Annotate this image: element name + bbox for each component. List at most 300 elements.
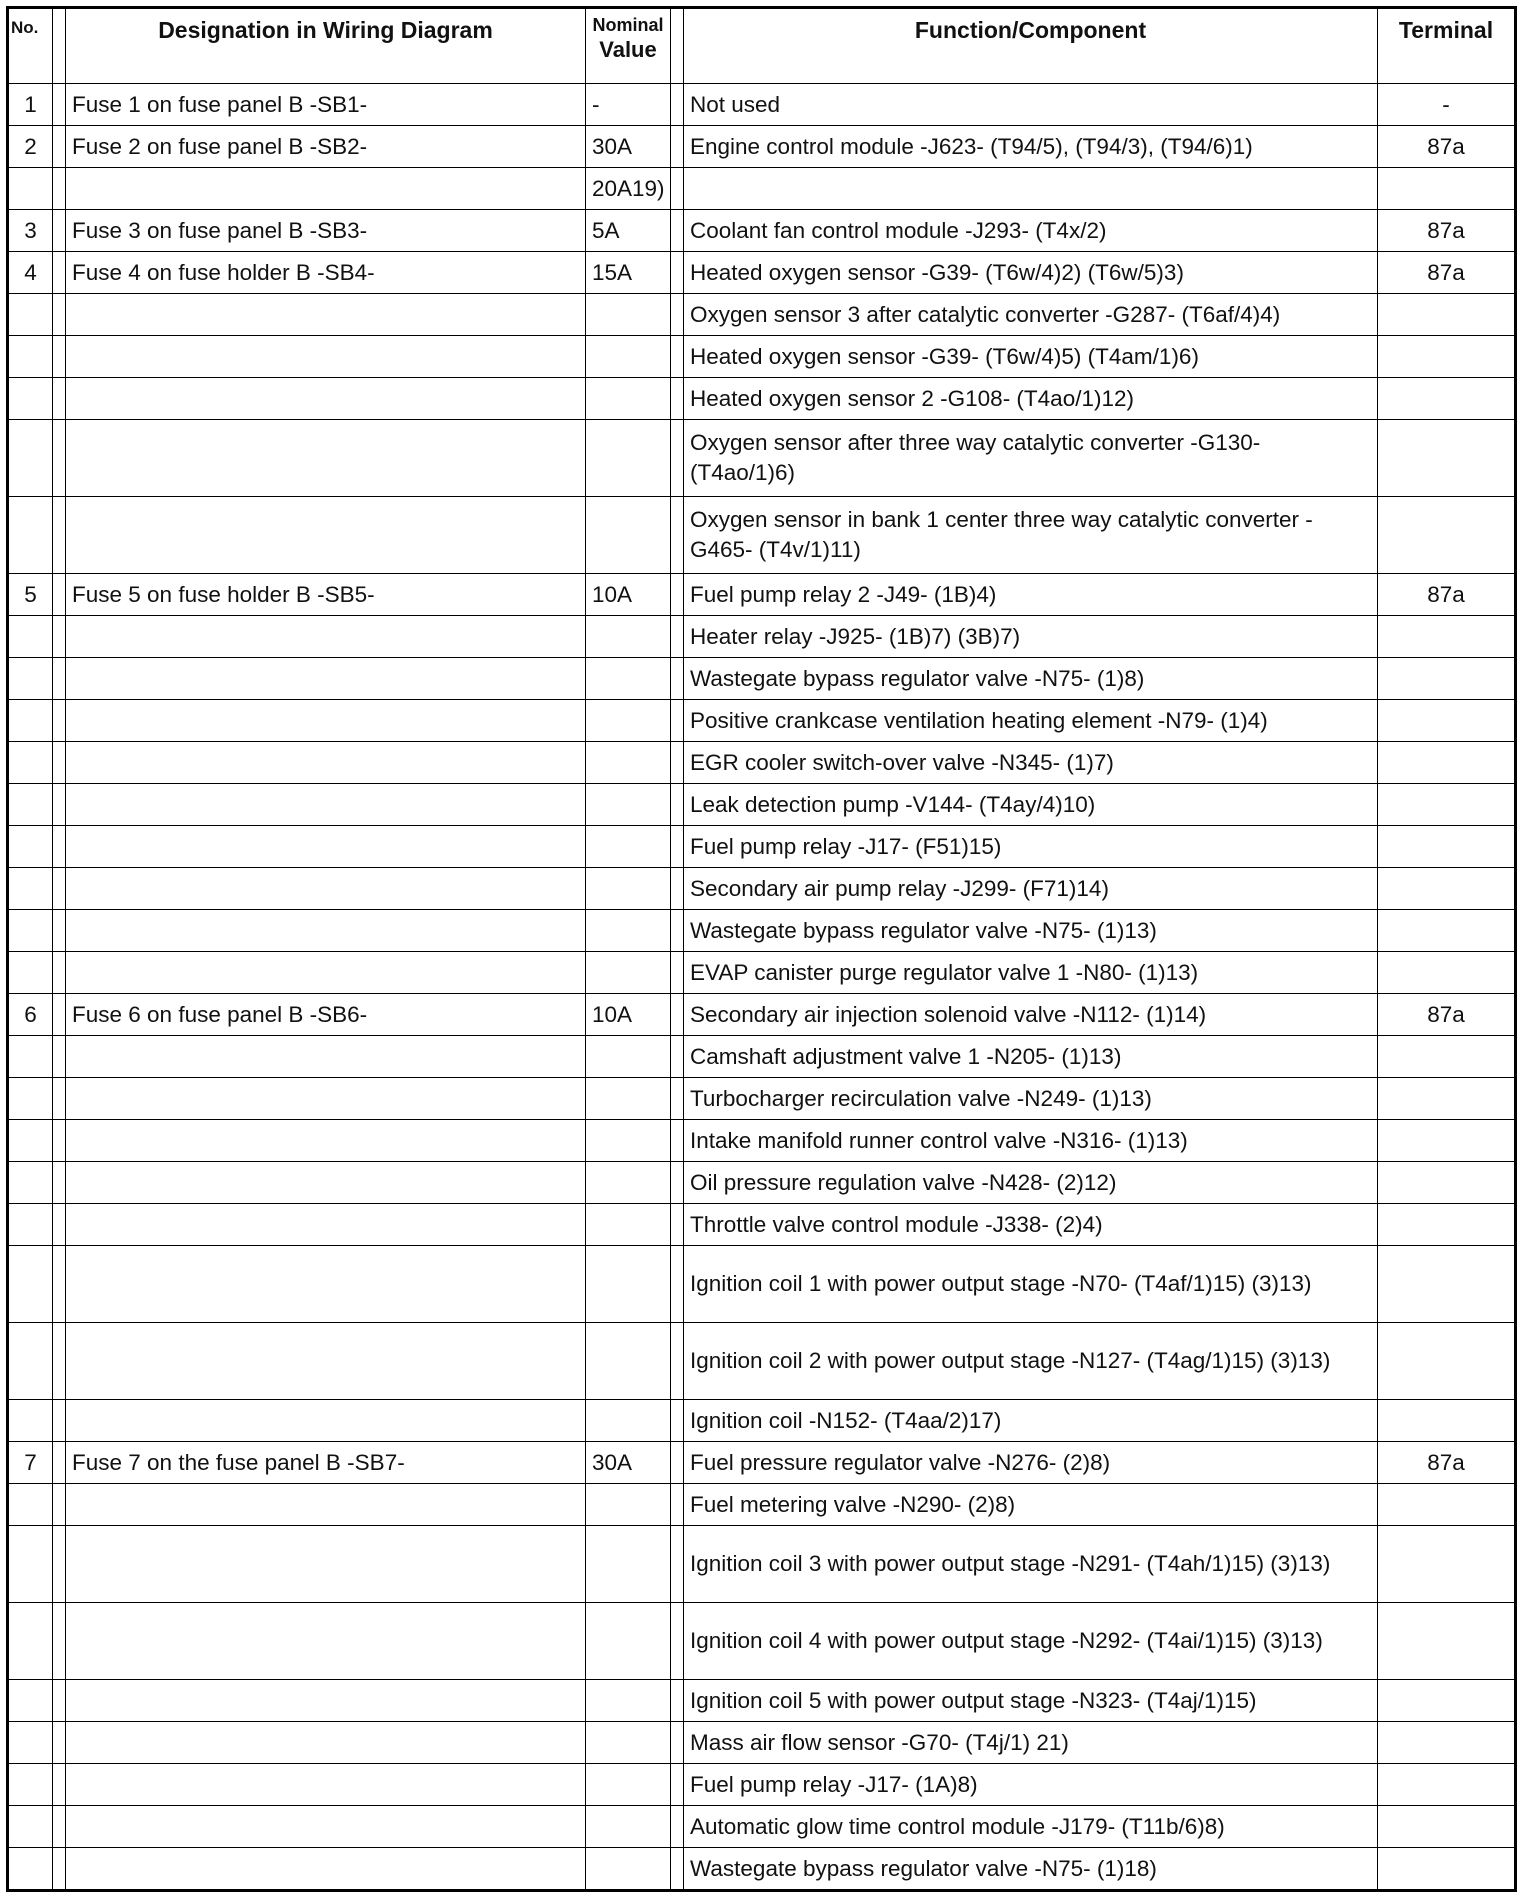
spacer-cell: [53, 826, 66, 868]
no-cell: 7: [8, 1442, 53, 1484]
designation-cell: Fuse 6 on fuse panel B -SB6-: [66, 994, 586, 1036]
function-component-cell: Ignition coil 3 with power output stage -N291- (T4ah/1)15) (3)13): [684, 1526, 1378, 1603]
terminal-cell: [1378, 658, 1516, 700]
table-row: [8, 1722, 1516, 1764]
terminal-cell: [1378, 700, 1516, 742]
spacer-cell: [671, 1722, 684, 1764]
nominal-value-cell: [586, 784, 671, 826]
terminal-cell: [1378, 1603, 1516, 1680]
table-row: [8, 1764, 1516, 1806]
table-row: [8, 952, 1516, 994]
terminal-cell: [1378, 1120, 1516, 1162]
terminal-cell: 87a: [1378, 210, 1516, 252]
terminal-cell: 87a: [1378, 1442, 1516, 1484]
designation-cell: Fuse 7 on the fuse panel B -SB7-: [66, 1442, 586, 1484]
no-cell: 4: [8, 252, 53, 294]
spacer-cell: [671, 1442, 684, 1484]
spacer-cell: [53, 1120, 66, 1162]
no-cell: [8, 1722, 53, 1764]
nominal-value-cell: 15A: [586, 252, 671, 294]
no-cell: [8, 168, 53, 210]
nominal-value-cell: [586, 1246, 671, 1323]
no-cell: [8, 826, 53, 868]
spacer-cell: [53, 1204, 66, 1246]
terminal-cell: [1378, 378, 1516, 420]
spacer-cell: [671, 1323, 684, 1400]
designation-cell: Fuse 5 on fuse holder B -SB5-: [66, 574, 586, 616]
table-row: [8, 168, 1516, 210]
function-component-cell: Ignition coil 5 with power output stage -N323- (T4aj/1)15): [684, 1680, 1378, 1722]
terminal-cell: 87a: [1378, 574, 1516, 616]
no-cell: [8, 1036, 53, 1078]
terminal-cell: [1378, 1246, 1516, 1323]
no-cell: [8, 1120, 53, 1162]
spacer-cell: [671, 420, 684, 497]
spacer-cell: [671, 168, 684, 210]
nominal-value-cell: [586, 868, 671, 910]
designation-cell: [66, 1806, 586, 1848]
no-cell: [8, 910, 53, 952]
no-cell: 5: [8, 574, 53, 616]
function-component-cell: EVAP canister purge regulator valve 1 -N80- (1)13): [684, 952, 1378, 994]
function-component-cell: Positive crankcase ventilation heating element -N79- (1)4): [684, 700, 1378, 742]
terminal-cell: [1378, 616, 1516, 658]
terminal-cell: [1378, 168, 1516, 210]
terminal-cell: [1378, 868, 1516, 910]
spacer-cell: [53, 336, 66, 378]
designation-cell: [66, 1036, 586, 1078]
table-row: [8, 784, 1516, 826]
table-row: [8, 826, 1516, 868]
designation-cell: [66, 378, 586, 420]
table-row: [8, 868, 1516, 910]
table-row: [8, 1204, 1516, 1246]
no-cell: 2: [8, 126, 53, 168]
spacer-cell: [53, 1848, 66, 1891]
function-component-cell: Secondary air pump relay -J299- (F71)14): [684, 868, 1378, 910]
no-cell: [8, 1323, 53, 1400]
spacer-cell: [671, 1526, 684, 1603]
spacer-cell: [53, 868, 66, 910]
no-cell: [8, 784, 53, 826]
nominal-value-cell: [586, 1680, 671, 1722]
table-row: [8, 1526, 1516, 1603]
function-component-cell: Ignition coil 1 with power output stage -N70- (T4af/1)15) (3)13): [684, 1246, 1378, 1323]
designation-cell: [66, 1246, 586, 1323]
spacer-cell: [53, 700, 66, 742]
spacer-cell: [53, 1323, 66, 1400]
header-function: Function/Component: [684, 8, 1378, 84]
function-component-cell: Oxygen sensor after three way catalytic converter -G130- (T4ao/1)6): [684, 420, 1378, 497]
nominal-value-cell: [586, 1162, 671, 1204]
nominal-value-cell: [586, 1603, 671, 1680]
no-cell: [8, 294, 53, 336]
nominal-value-cell: [586, 826, 671, 868]
designation-cell: [66, 420, 586, 497]
spacer-cell: [53, 168, 66, 210]
header-nominal-line2: Value: [599, 37, 657, 62]
spacer-cell: [53, 1484, 66, 1526]
fuse-assignment-table: [6, 6, 1517, 1892]
no-cell: [8, 1848, 53, 1891]
nominal-value-cell: [586, 1400, 671, 1442]
spacer-cell: [53, 574, 66, 616]
spacer-cell: [671, 126, 684, 168]
designation-cell: [66, 784, 586, 826]
function-component-cell: Camshaft adjustment valve 1 -N205- (1)13): [684, 1036, 1378, 1078]
nominal-value-cell: [586, 1764, 671, 1806]
spacer-cell: [53, 1764, 66, 1806]
spacer-cell: [53, 910, 66, 952]
nominal-value-cell: [586, 1722, 671, 1764]
spacer-cell: [53, 1078, 66, 1120]
no-cell: [8, 1400, 53, 1442]
spacer-cell: [671, 1204, 684, 1246]
function-component-cell: Oil pressure regulation valve -N428- (2)12): [684, 1162, 1378, 1204]
function-component-cell: Heated oxygen sensor -G39- (T6w/4)2) (T6w/5)3): [684, 252, 1378, 294]
table-row: [8, 294, 1516, 336]
function-component-cell: Ignition coil -N152- (T4aa/2)17): [684, 1400, 1378, 1442]
designation-cell: [66, 1603, 586, 1680]
function-component-cell: Fuel pump relay -J17- (1A)8): [684, 1764, 1378, 1806]
spacer-cell: [53, 1722, 66, 1764]
function-component-cell: Heated oxygen sensor -G39- (T6w/4)5) (T4am/1)6): [684, 336, 1378, 378]
table-row: [8, 497, 1516, 574]
spacer-cell: [53, 742, 66, 784]
spacer-cell: [671, 616, 684, 658]
function-component-cell: Secondary air injection solenoid valve -N112- (1)14): [684, 994, 1378, 1036]
table-body: [8, 84, 1516, 1891]
function-component-cell: Fuel pump relay -J17- (F51)15): [684, 826, 1378, 868]
spacer-cell: [671, 1120, 684, 1162]
table-row: [8, 336, 1516, 378]
nominal-value-cell: 20A19): [586, 168, 671, 210]
function-component-cell: Wastegate bypass regulator valve -N75- (1)13): [684, 910, 1378, 952]
no-cell: [8, 868, 53, 910]
terminal-cell: [1378, 336, 1516, 378]
no-cell: [8, 1204, 53, 1246]
designation-cell: [66, 1204, 586, 1246]
nominal-value-cell: [586, 336, 671, 378]
designation-cell: [66, 1764, 586, 1806]
spacer-cell: [53, 420, 66, 497]
terminal-cell: [1378, 784, 1516, 826]
no-cell: [8, 1162, 53, 1204]
header-designation: Designation in Wiring Diagram: [66, 8, 586, 84]
designation-cell: Fuse 3 on fuse panel B -SB3-: [66, 210, 586, 252]
nominal-value-cell: 10A: [586, 574, 671, 616]
no-cell: 1: [8, 84, 53, 126]
terminal-cell: [1378, 1526, 1516, 1603]
spacer-cell: [53, 952, 66, 994]
header-spacer-1: [53, 8, 66, 84]
no-cell: [8, 616, 53, 658]
table-row: [8, 1162, 1516, 1204]
designation-cell: [66, 336, 586, 378]
designation-cell: [66, 1526, 586, 1603]
terminal-cell: [1378, 420, 1516, 497]
table-row: [8, 1848, 1516, 1891]
no-cell: [8, 952, 53, 994]
spacer-cell: [671, 294, 684, 336]
function-component-cell: EGR cooler switch-over valve -N345- (1)7): [684, 742, 1378, 784]
nominal-value-cell: [586, 1204, 671, 1246]
spacer-cell: [671, 252, 684, 294]
nominal-value-cell: -: [586, 84, 671, 126]
function-component-cell: Oxygen sensor in bank 1 center three way catalytic converter -G465- (T4v/1)11): [684, 497, 1378, 574]
nominal-value-cell: [586, 742, 671, 784]
terminal-cell: 87a: [1378, 994, 1516, 1036]
terminal-cell: -: [1378, 84, 1516, 126]
spacer-cell: [671, 497, 684, 574]
terminal-cell: [1378, 1078, 1516, 1120]
function-component-cell: Automatic glow time control module -J179- (T11b/6)8): [684, 1806, 1378, 1848]
designation-cell: Fuse 2 on fuse panel B -SB2-: [66, 126, 586, 168]
spacer-cell: [671, 700, 684, 742]
no-cell: [8, 1603, 53, 1680]
nominal-value-cell: 30A: [586, 1442, 671, 1484]
spacer-cell: [671, 1680, 684, 1722]
spacer-cell: [671, 1162, 684, 1204]
terminal-cell: [1378, 1162, 1516, 1204]
spacer-cell: [53, 84, 66, 126]
function-component-cell: Mass air flow sensor -G70- (T4j/1) 21): [684, 1722, 1378, 1764]
no-cell: [8, 1526, 53, 1603]
spacer-cell: [671, 910, 684, 952]
spacer-cell: [53, 1680, 66, 1722]
nominal-value-cell: [586, 910, 671, 952]
nominal-value-cell: 5A: [586, 210, 671, 252]
table-row: [8, 252, 1516, 294]
spacer-cell: [671, 1078, 684, 1120]
nominal-value-cell: [586, 616, 671, 658]
spacer-cell: [53, 294, 66, 336]
spacer-cell: [671, 1764, 684, 1806]
table-row: [8, 1120, 1516, 1162]
terminal-cell: [1378, 952, 1516, 994]
spacer-cell: [671, 742, 684, 784]
no-cell: [8, 1484, 53, 1526]
nominal-value-cell: [586, 700, 671, 742]
table-row: [8, 378, 1516, 420]
designation-cell: [66, 1400, 586, 1442]
spacer-cell: [53, 210, 66, 252]
table-row: [8, 910, 1516, 952]
designation-cell: [66, 1680, 586, 1722]
no-cell: 6: [8, 994, 53, 1036]
terminal-cell: [1378, 1400, 1516, 1442]
designation-cell: [66, 658, 586, 700]
designation-cell: [66, 1078, 586, 1120]
designation-cell: [66, 1162, 586, 1204]
function-component-cell: Fuel metering valve -N290- (2)8): [684, 1484, 1378, 1526]
table-row: [8, 1246, 1516, 1323]
spacer-cell: [671, 574, 684, 616]
header-terminal: Terminal: [1378, 8, 1516, 84]
nominal-value-cell: [586, 420, 671, 497]
nominal-value-cell: 10A: [586, 994, 671, 1036]
designation-cell: [66, 1120, 586, 1162]
spacer-cell: [671, 84, 684, 126]
function-component-cell: Oxygen sensor 3 after catalytic converter -G287- (T6af/4)4): [684, 294, 1378, 336]
nominal-value-cell: [586, 1078, 671, 1120]
header-no: No.: [8, 8, 53, 84]
designation-cell: [66, 700, 586, 742]
table-row: [8, 84, 1516, 126]
spacer-cell: [53, 497, 66, 574]
table-row: [8, 994, 1516, 1036]
terminal-cell: [1378, 826, 1516, 868]
designation-cell: [66, 1323, 586, 1400]
no-cell: [8, 700, 53, 742]
spacer-cell: [671, 1806, 684, 1848]
designation-cell: [66, 868, 586, 910]
function-component-cell: Turbocharger recirculation valve -N249- (1)13): [684, 1078, 1378, 1120]
terminal-cell: 87a: [1378, 126, 1516, 168]
designation-cell: [66, 616, 586, 658]
table-row: [8, 1484, 1516, 1526]
function-component-cell: [684, 168, 1378, 210]
nominal-value-cell: [586, 1484, 671, 1526]
designation-cell: [66, 826, 586, 868]
nominal-value-cell: [586, 1848, 671, 1891]
terminal-cell: [1378, 1722, 1516, 1764]
table-row: [8, 574, 1516, 616]
function-component-cell: Ignition coil 2 with power output stage -N127- (T4ag/1)15) (3)13): [684, 1323, 1378, 1400]
spacer-cell: [53, 658, 66, 700]
spacer-cell: [53, 1162, 66, 1204]
terminal-cell: [1378, 1484, 1516, 1526]
spacer-cell: [671, 868, 684, 910]
spacer-cell: [53, 994, 66, 1036]
no-cell: [8, 497, 53, 574]
function-component-cell: Wastegate bypass regulator valve -N75- (1)18): [684, 1848, 1378, 1891]
spacer-cell: [671, 1036, 684, 1078]
spacer-cell: [53, 1603, 66, 1680]
spacer-cell: [671, 336, 684, 378]
spacer-cell: [671, 1246, 684, 1323]
terminal-cell: [1378, 1323, 1516, 1400]
function-component-cell: Fuel pump relay 2 -J49- (1B)4): [684, 574, 1378, 616]
table-row: [8, 742, 1516, 784]
designation-cell: [66, 294, 586, 336]
spacer-cell: [53, 1246, 66, 1323]
no-cell: [8, 420, 53, 497]
nominal-value-cell: [586, 497, 671, 574]
nominal-value-cell: [586, 1036, 671, 1078]
header-nominal-line1: Nominal: [592, 15, 664, 35]
table-row: [8, 1806, 1516, 1848]
spacer-cell: [671, 994, 684, 1036]
function-component-cell: Fuel pressure regulator valve -N276- (2)8): [684, 1442, 1378, 1484]
spacer-cell: [671, 378, 684, 420]
spacer-cell: [53, 1036, 66, 1078]
table-row: [8, 1323, 1516, 1400]
spacer-cell: [53, 1442, 66, 1484]
nominal-value-cell: [586, 952, 671, 994]
spacer-cell: [53, 616, 66, 658]
no-cell: [8, 378, 53, 420]
table-row: [8, 616, 1516, 658]
no-cell: 3: [8, 210, 53, 252]
designation-cell: Fuse 4 on fuse holder B -SB4-: [66, 252, 586, 294]
table-row: [8, 126, 1516, 168]
table-row: [8, 700, 1516, 742]
nominal-value-cell: [586, 378, 671, 420]
function-component-cell: Leak detection pump -V144- (T4ay/4)10): [684, 784, 1378, 826]
nominal-value-cell: [586, 658, 671, 700]
terminal-cell: [1378, 1764, 1516, 1806]
no-cell: [8, 1764, 53, 1806]
table-row: [8, 1036, 1516, 1078]
function-component-cell: Wastegate bypass regulator valve -N75- (1)8): [684, 658, 1378, 700]
spacer-cell: [53, 126, 66, 168]
nominal-value-cell: [586, 1323, 671, 1400]
terminal-cell: [1378, 910, 1516, 952]
spacer-cell: [671, 784, 684, 826]
function-component-cell: Ignition coil 4 with power output stage -N292- (T4ai/1)15) (3)13): [684, 1603, 1378, 1680]
terminal-cell: [1378, 1036, 1516, 1078]
designation-cell: [66, 910, 586, 952]
function-component-cell: Coolant fan control module -J293- (T4x/2): [684, 210, 1378, 252]
table-row: [8, 1078, 1516, 1120]
terminal-cell: 87a: [1378, 252, 1516, 294]
spacer-cell: [53, 378, 66, 420]
spacer-cell: [53, 1526, 66, 1603]
function-component-cell: Intake manifold runner control valve -N316- (1)13): [684, 1120, 1378, 1162]
designation-cell: Fuse 1 on fuse panel B -SB1-: [66, 84, 586, 126]
terminal-cell: [1378, 497, 1516, 574]
designation-cell: [66, 1848, 586, 1891]
designation-cell: [66, 168, 586, 210]
header-nominal-value: [586, 8, 671, 84]
no-cell: [8, 336, 53, 378]
no-cell: [8, 1246, 53, 1323]
no-cell: [8, 658, 53, 700]
function-component-cell: Heated oxygen sensor 2 -G108- (T4ao/1)12): [684, 378, 1378, 420]
function-component-cell: Engine control module -J623- (T94/5), (T94/3), (T94/6)1): [684, 126, 1378, 168]
no-cell: [8, 1806, 53, 1848]
spacer-cell: [53, 1400, 66, 1442]
terminal-cell: [1378, 1806, 1516, 1848]
spacer-cell: [671, 210, 684, 252]
table-row: [8, 210, 1516, 252]
designation-cell: [66, 1484, 586, 1526]
terminal-cell: [1378, 1680, 1516, 1722]
nominal-value-cell: [586, 1120, 671, 1162]
spacer-cell: [53, 252, 66, 294]
spacer-cell: [53, 784, 66, 826]
spacer-cell: [671, 1400, 684, 1442]
function-component-cell: Not used: [684, 84, 1378, 126]
designation-cell: [66, 952, 586, 994]
designation-cell: [66, 497, 586, 574]
nominal-value-cell: [586, 1806, 671, 1848]
terminal-cell: [1378, 294, 1516, 336]
table-row: [8, 1680, 1516, 1722]
spacer-cell: [53, 1806, 66, 1848]
nominal-value-cell: [586, 294, 671, 336]
function-component-cell: Throttle valve control module -J338- (2)4): [684, 1204, 1378, 1246]
table-header-row: [8, 8, 1516, 84]
no-cell: [8, 1078, 53, 1120]
spacer-cell: [671, 826, 684, 868]
terminal-cell: [1378, 1848, 1516, 1891]
table-row: [8, 420, 1516, 497]
spacer-cell: [671, 1603, 684, 1680]
terminal-cell: [1378, 1204, 1516, 1246]
nominal-value-cell: [586, 1526, 671, 1603]
